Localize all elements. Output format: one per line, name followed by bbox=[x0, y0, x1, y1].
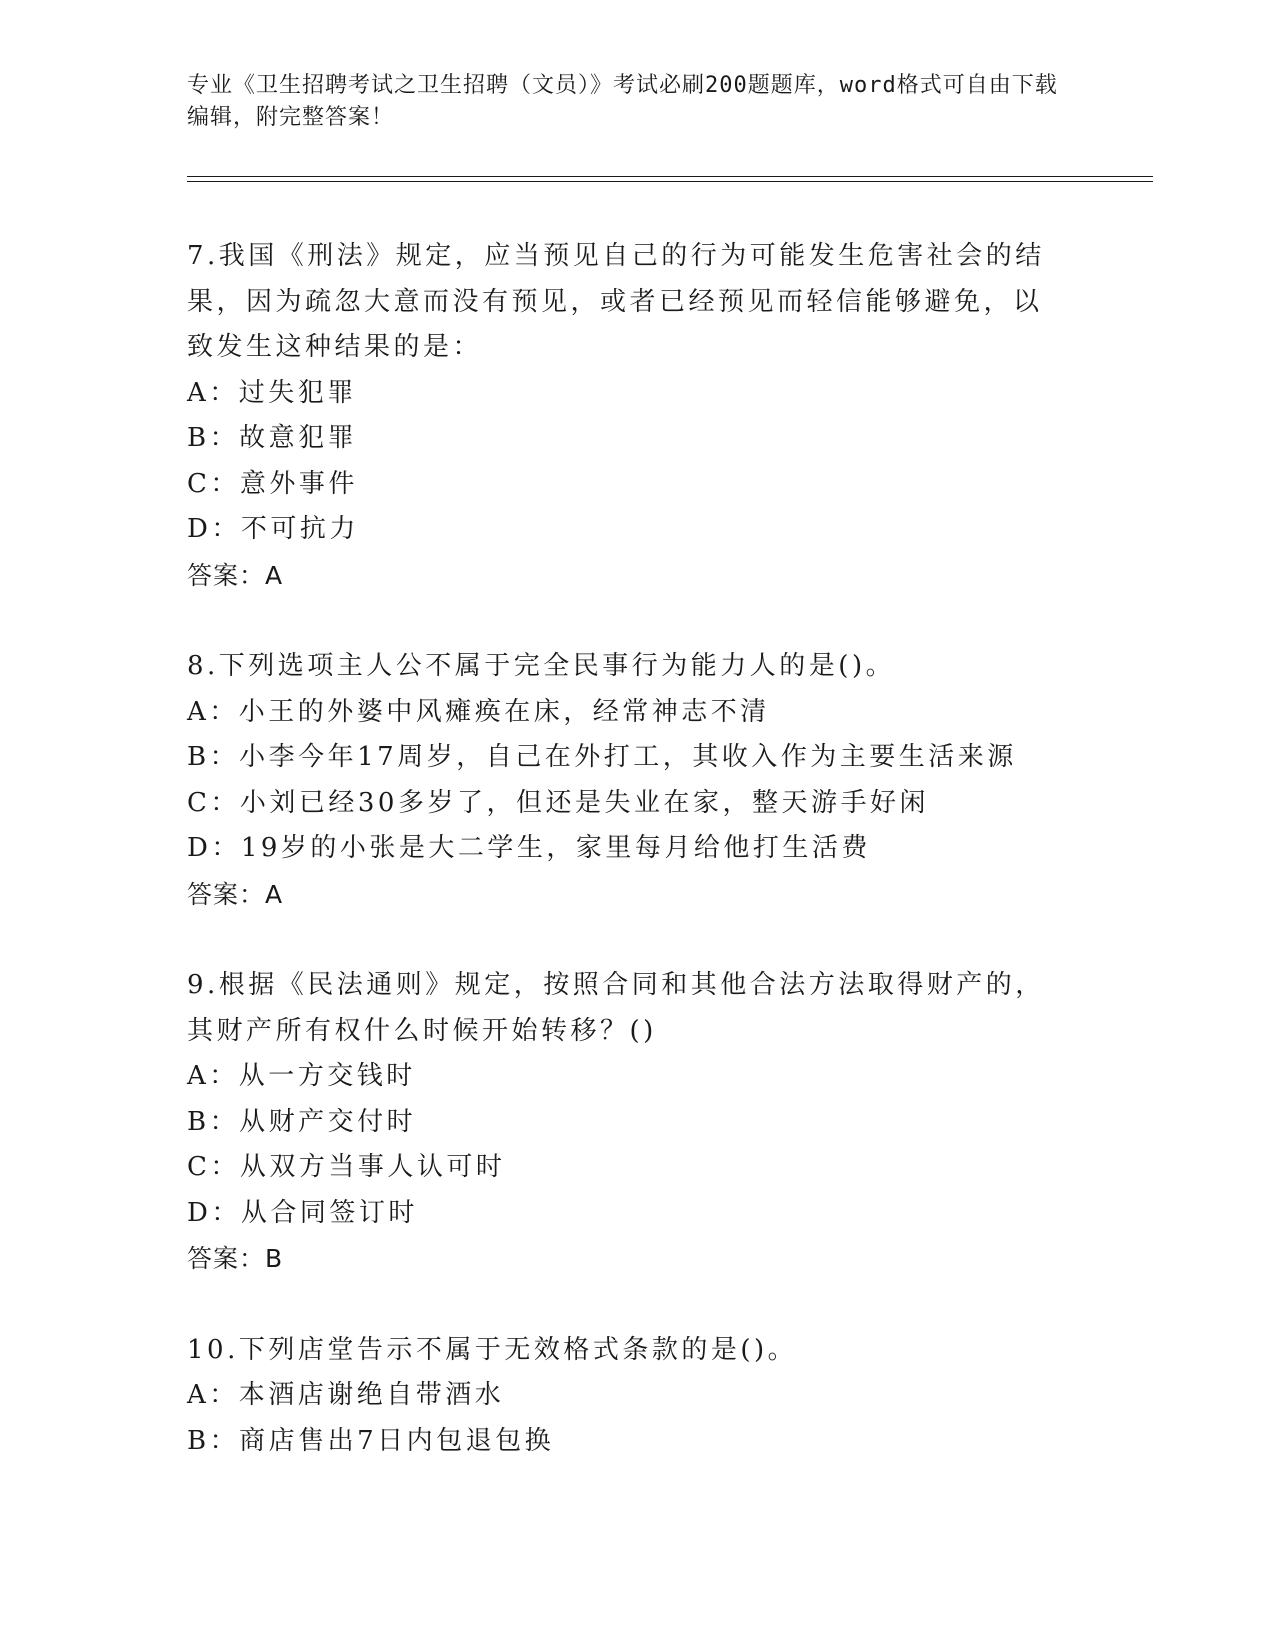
question-text: 7.我国《刑法》规定，应当预见自己的行为可能发生危害社会的结果，因为疏忽大意而没有预见，或者已经预见而轻信能够避免，以致发生这种结果的是： bbox=[187, 241, 1045, 362]
option-d: D：19岁的小张是大二学生，家里每月给他打生活费 bbox=[187, 833, 871, 863]
option-c: C：小刘已经30多岁了，但还是失业在家，整天游手好闲 bbox=[187, 787, 929, 818]
option-a: A：从一方交钱时 bbox=[187, 1061, 416, 1091]
option-b: B：小李今年17周岁，自己在外打工，其收入作为主要生活来源 bbox=[187, 742, 1017, 772]
question-text: 10.下列店堂告示不属于无效格式条款的是()。 bbox=[187, 1334, 798, 1365]
option-c: C：从双方当事人认可时 bbox=[187, 1152, 506, 1182]
question-10 bbox=[187, 1328, 1067, 1465]
question-text: 8.下列选项主人公不属于完全民事行为能力人的是()。 bbox=[187, 651, 896, 681]
option-b: B：故意犯罪 bbox=[187, 423, 358, 453]
question-list bbox=[187, 234, 1067, 1510]
question-text: 9.根据《民法通则》规定，按照合同和其他合法方法取得财产的，其财产所有权什么时候开始转移？() bbox=[187, 970, 1045, 1046]
question-7 bbox=[187, 234, 1067, 598]
answer: 答案：B bbox=[187, 1244, 284, 1273]
answer: 答案：A bbox=[187, 560, 284, 590]
option-a: A：小王的外婆中风瘫痪在床，经常神志不清 bbox=[187, 696, 770, 727]
question-9 bbox=[187, 963, 1067, 1282]
header-divider bbox=[187, 176, 1153, 182]
option-c: C：意外事件 bbox=[187, 468, 358, 499]
option-a: A：过失犯罪 bbox=[187, 377, 357, 408]
option-d: D：从合同签订时 bbox=[187, 1197, 418, 1228]
option-d: D：不可抗力 bbox=[187, 514, 359, 544]
document-header: 专业《卫生招聘考试之卫生招聘（文员）》考试必刷200题题库，word格式可自由下载编辑，附完整答案！ bbox=[187, 73, 1058, 130]
question-8 bbox=[187, 644, 1067, 917]
option-b: B：从财产交付时 bbox=[187, 1106, 417, 1137]
option-b: B：商店售出7日内包退包换 bbox=[187, 1425, 555, 1456]
answer: 答案：A bbox=[187, 879, 284, 909]
option-a: A：本酒店谢绝自带酒水 bbox=[187, 1380, 505, 1410]
